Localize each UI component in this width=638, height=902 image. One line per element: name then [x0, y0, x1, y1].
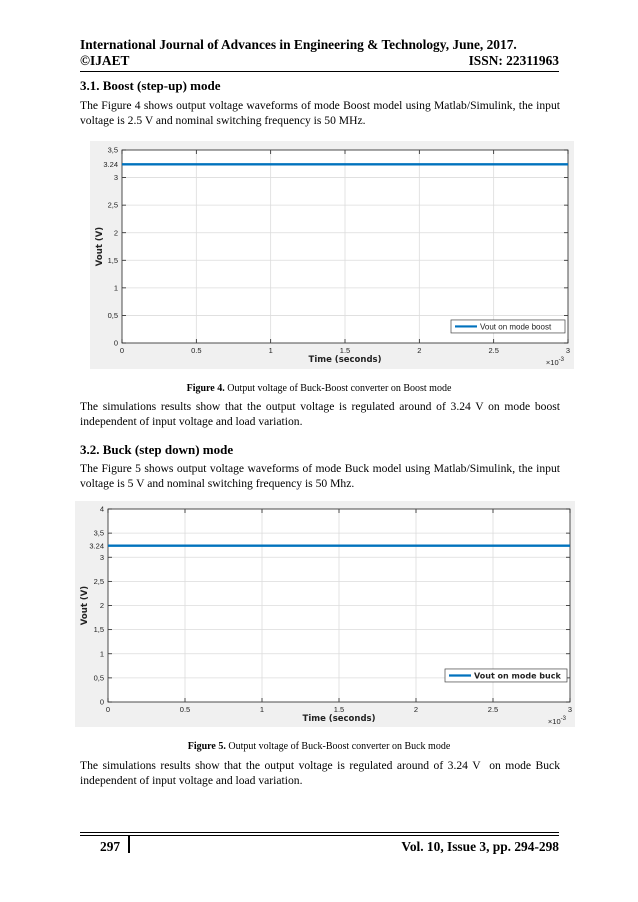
y-tick-label: 1,5: [93, 625, 104, 635]
x-tick-label: 2: [417, 346, 422, 355]
figure-4-chart: [90, 141, 574, 369]
boost-voltage-chart: [90, 141, 574, 369]
text-line: independent of input voltage and load variation.: [80, 414, 303, 428]
figure-5-caption: [0, 740, 638, 753]
y-tick-label: 4: [99, 504, 104, 514]
y-tick-label: 0,5: [107, 311, 118, 321]
y-tick-label: 3.24: [89, 541, 104, 551]
header-line-2: [80, 53, 559, 69]
y-tick-label: 3.24: [103, 159, 118, 169]
legend-label: Vout on mode boost: [480, 322, 552, 332]
volume-info: Vol. 10, Issue 3, pp. 294-298: [401, 839, 559, 854]
x-tick-label: 2.5: [488, 346, 499, 355]
x-tick-label: 0: [119, 346, 125, 355]
exponent-power: -3: [560, 716, 566, 722]
y-tick-label: 2: [99, 601, 104, 611]
text-line: The simulations results show that the output voltage is regulated around of 3.24 V on mode boost: [80, 400, 560, 413]
exponent-base: ×10: [545, 358, 559, 367]
issn: ISSN: 22311963: [468, 53, 559, 68]
y-tick-label: 1: [113, 283, 118, 293]
y-tick-label: 1: [99, 649, 104, 659]
section-heading-buck: 3.2. Buck (step down) mode: [80, 442, 234, 457]
caption-text: Output voltage of Buck-Boost converter on Boost mode: [224, 383, 452, 394]
x-tick-label: 1.5: [333, 705, 345, 714]
y-tick-label: 0,5: [93, 673, 104, 683]
figure-4-caption: [0, 382, 638, 395]
buck-voltage-chart: [75, 501, 575, 727]
y-tick-label: 0: [99, 697, 104, 707]
x-tick-label: 0.5: [191, 346, 202, 355]
paragraph-buck-result: [80, 759, 560, 788]
y-tick-label: 2,5: [107, 200, 118, 210]
journal-title: International Journal of Advances in Engineering & Technology, June, 2017.: [80, 37, 517, 52]
paragraph-buck-intro: [80, 462, 560, 491]
x-tick-label: 1.5: [339, 346, 351, 355]
footer-rule: [80, 832, 559, 833]
y-axis-label: Vout (V): [80, 585, 90, 626]
paragraph-boost-result: [80, 400, 560, 429]
paragraph-boost-intro: [80, 99, 560, 128]
exponent-base: ×10: [547, 717, 561, 726]
x-axis-label: Time (seconds): [308, 355, 382, 365]
header-rule: [80, 71, 559, 72]
text-line: voltage is 2.5 V and nominal switching frequency is 50 MHz.: [80, 113, 366, 127]
x-tick-label: 1: [268, 346, 273, 355]
x-tick-label: 2: [413, 705, 419, 714]
x-tick-label: 3: [565, 346, 571, 355]
x-tick-label: 3: [567, 705, 573, 714]
caption-text: Output voltage of Buck-Boost converter on Buck mode: [225, 741, 451, 752]
caption-label: Figure 5.: [187, 741, 226, 752]
y-tick-label: 3,5: [93, 528, 104, 538]
text-line: independent of input voltage and load variation.: [80, 773, 303, 787]
text-line: The Figure 4 shows output voltage waveforms of mode Boost model using Matlab/Simulink, the input: [80, 99, 560, 112]
x-tick-label: 2.5: [487, 705, 499, 714]
y-tick-label: 1,5: [107, 255, 118, 265]
y-tick-label: 2,5: [93, 576, 104, 586]
caption-label: Figure 4.: [186, 383, 225, 394]
footer-rule: [80, 835, 559, 836]
legend-label: Vout on mode buck: [474, 671, 561, 681]
x-tick-label: 0: [105, 705, 111, 714]
text-line: voltage is 5 V and nominal switching frequency is 50 Mhz.: [80, 476, 355, 490]
x-tick-label: 0.5: [179, 705, 191, 714]
y-axis-label: Vout (V): [95, 226, 105, 267]
text-line: The Figure 5 shows output voltage waveforms of mode Buck model using Matlab/Simulink, the input: [80, 462, 560, 475]
y-tick-label: 2: [113, 228, 118, 238]
y-tick-label: 3: [113, 173, 118, 183]
figure-5-chart: [75, 501, 575, 727]
y-tick-label: 3,5: [107, 145, 118, 155]
x-axis-label: Time (seconds): [302, 714, 376, 724]
y-tick-label: 0: [113, 338, 118, 348]
section-heading-boost: 3.1. Boost (step-up) mode: [80, 78, 221, 93]
publisher: ©IJAET: [80, 53, 130, 68]
exponent-power: -3: [558, 357, 564, 363]
text-line: The simulations results show that the output voltage is regulated around of 3.24 V on mode Buck: [80, 759, 560, 772]
y-tick-label: 3: [99, 552, 104, 562]
page-number: 297: [100, 839, 121, 854]
footer-divider: [128, 836, 130, 853]
x-tick-label: 1: [259, 705, 265, 714]
